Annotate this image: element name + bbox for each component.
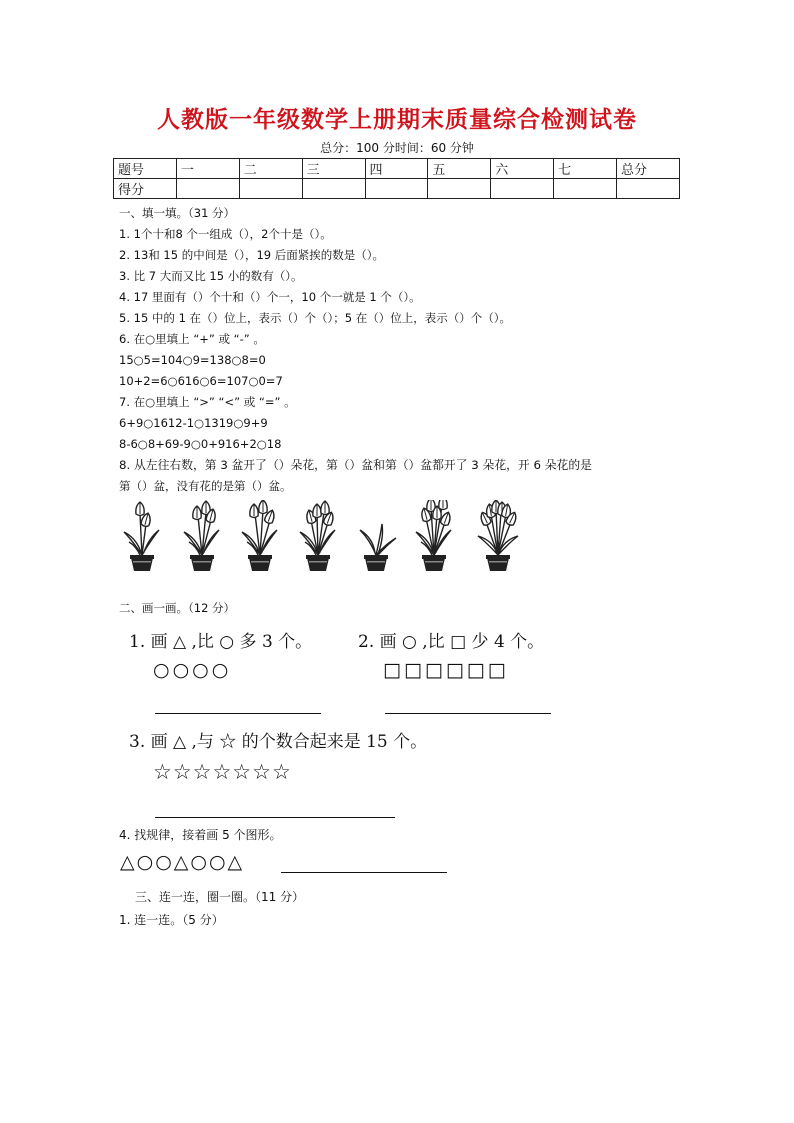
squares-row: □□□□□□ xyxy=(383,659,509,681)
flower-pot-6 xyxy=(416,500,452,571)
table-cell: 一 xyxy=(176,159,239,179)
flower-pot-3 xyxy=(242,500,277,571)
table-cell: 六 xyxy=(491,159,554,179)
question-1-1: 1. 1个十和8 个一组成（），2个十是（）。 xyxy=(119,227,332,241)
pattern-row: △○○△○○△ xyxy=(120,851,245,873)
flower-pot-5 xyxy=(360,524,396,571)
table-cell: 七 xyxy=(554,159,617,179)
score-time-info: 总分：100 分时间：60 分钟 xyxy=(320,141,474,155)
question-1-4: 4. 17 里面有（）个十和（）个一，10 个一就是 1 个（）。 xyxy=(119,290,421,304)
draw-question-3: 3. 画 △ ,与 ☆ 的个数合起来是 15 个。 xyxy=(129,732,428,752)
draw-question-2: 2. 画 ○ ,比 □ 少 4 个。 xyxy=(358,632,545,652)
table-cell: 五 xyxy=(428,159,491,179)
table-row xyxy=(114,179,680,199)
score-input-cell[interactable] xyxy=(239,179,302,199)
score-input-cell[interactable] xyxy=(428,179,491,199)
question-1-2: 2. 13和 15 的中间是（），19 后面紧挨的数是（）。 xyxy=(119,248,384,262)
score-input-cell[interactable] xyxy=(365,179,428,199)
answer-line-3[interactable] xyxy=(155,817,395,818)
table-cell: 总分 xyxy=(617,159,680,179)
table-row xyxy=(114,159,680,179)
draw-question-1: 1. 画 △ ,比 ○ 多 3 个。 xyxy=(129,632,313,652)
score-table xyxy=(113,158,680,199)
question-1-8-line2: 第（）盆，没有花的是第（）盆。 xyxy=(119,479,292,493)
question-1-3: 3. 比 7 大而又比 15 小的数有（）。 xyxy=(119,269,303,283)
flower-pot-4 xyxy=(300,501,335,571)
circles-row: ○○○○ xyxy=(153,659,232,681)
table-cell: 二 xyxy=(239,159,302,179)
flower-pots-illustration xyxy=(120,500,540,572)
question-1-5: 5. 15 中的 1 在（）位上，表示（）个（）；5 在（）位上，表示（）个（）。 xyxy=(119,311,512,325)
flower-pot-2 xyxy=(184,501,219,571)
question-3-1: 1. 连一连。（5 分） xyxy=(119,913,224,927)
answer-line-1[interactable] xyxy=(155,713,321,714)
question-1-6: 6. 在○里填上 “+” 或 “-” 。 xyxy=(119,332,265,346)
section2-heading: 二、画一画。（12 分） xyxy=(119,601,236,615)
flower-pot-1 xyxy=(124,502,159,571)
table-cell: 四 xyxy=(365,159,428,179)
score-input-cell[interactable] xyxy=(176,179,239,199)
page-title: 人教版一年级数学上册期末质量综合检测试卷 xyxy=(157,107,637,133)
answer-line-2[interactable] xyxy=(385,713,551,714)
question-1-6-line2: 10+2=6○616○6=107○0=7 xyxy=(119,374,283,388)
flower-pot-7 xyxy=(478,500,518,571)
question-1-8-line1: 8. 从左往右数，第 3 盆开了（）朵花，第（）盆和第（）盆都开了 3 朵花，开 6 朵花的是 xyxy=(119,458,592,472)
stars-row: ☆☆☆☆☆☆☆ xyxy=(153,760,292,784)
score-input-cell[interactable] xyxy=(617,179,680,199)
answer-line-4[interactable] xyxy=(281,872,447,873)
question-1-7: 7. 在○里填上 “>” “<” 或 “=” 。 xyxy=(119,395,296,409)
question-1-7-line2: 8-6○8+69-9○0+916+2○18 xyxy=(119,437,282,451)
section3-heading: 三、连一连，圈一圈。（11 分） xyxy=(135,890,305,904)
score-input-cell[interactable] xyxy=(302,179,365,199)
question-1-6-line1: 15○5=104○9=138○8=0 xyxy=(119,353,266,367)
score-input-cell[interactable] xyxy=(491,179,554,199)
section1-heading: 一、填一填。（31 分） xyxy=(119,206,236,220)
table-cell: 题号 xyxy=(114,159,177,179)
score-input-cell[interactable] xyxy=(554,179,617,199)
table-cell: 三 xyxy=(302,159,365,179)
question-1-7-line1: 6+9○1612-1○1319○9+9 xyxy=(119,416,268,430)
table-cell: 得分 xyxy=(114,179,177,199)
draw-question-4: 4. 找规律，接着画 5 个图形。 xyxy=(119,828,282,842)
